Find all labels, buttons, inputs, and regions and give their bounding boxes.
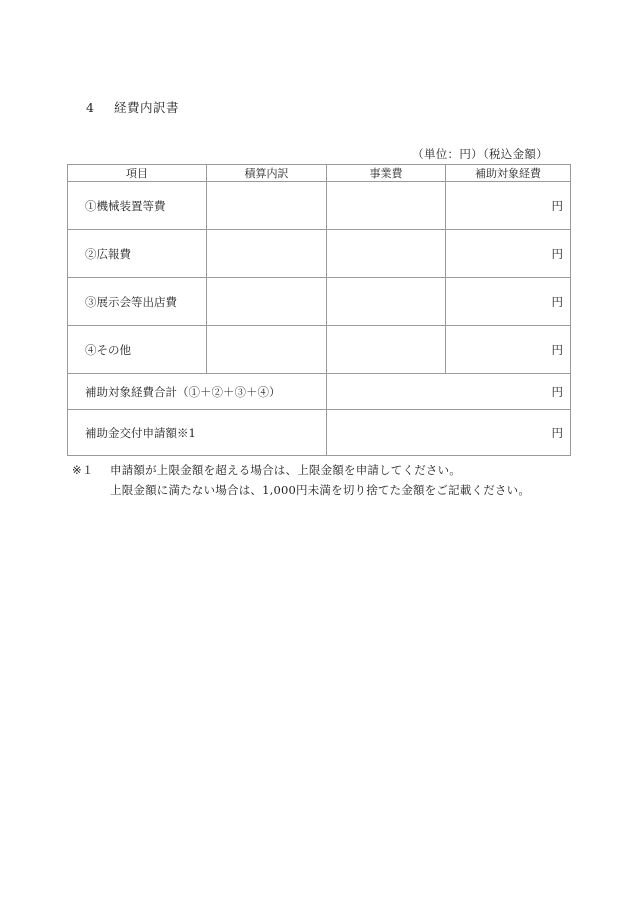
calculation-cell bbox=[207, 230, 327, 278]
application-amount-cell: 円 bbox=[327, 410, 571, 456]
eligible-cost-cell: 円 bbox=[446, 182, 571, 230]
item-label: ②広報費 bbox=[68, 230, 207, 278]
project-cost-cell bbox=[327, 182, 446, 230]
section-heading bbox=[86, 98, 179, 116]
eligible-cost-cell: 円 bbox=[446, 278, 571, 326]
header-item: 項目 bbox=[68, 165, 207, 182]
item-label: ③展示会等出店費 bbox=[68, 278, 207, 326]
expense-breakdown-table bbox=[67, 164, 571, 456]
project-cost-cell bbox=[327, 326, 446, 374]
item-label: ①機械装置等費 bbox=[68, 182, 207, 230]
header-project-cost: 事業費 bbox=[327, 165, 446, 182]
footnote-line-1 bbox=[72, 460, 530, 480]
calculation-cell bbox=[207, 326, 327, 374]
table-row bbox=[68, 326, 571, 374]
footnote-line-2 bbox=[72, 480, 530, 500]
application-row bbox=[68, 410, 571, 456]
total-amount-cell: 円 bbox=[327, 374, 571, 410]
application-label: 補助金交付申請額※1 bbox=[68, 410, 327, 456]
total-label: 補助対象経費合計（①＋②＋③＋④） bbox=[68, 374, 327, 410]
table-header-row bbox=[68, 165, 571, 182]
calculation-cell bbox=[207, 182, 327, 230]
table-row bbox=[68, 230, 571, 278]
footnote-mark: ※１ bbox=[72, 463, 94, 477]
footnote-text-2: 上限金額に満たない場合は、1,000円未満を切り捨てた金額をご記載ください。 bbox=[110, 483, 531, 497]
project-cost-cell bbox=[327, 278, 446, 326]
header-calculation: 積算内訳 bbox=[207, 165, 327, 182]
eligible-cost-cell: 円 bbox=[446, 326, 571, 374]
item-label: ④その他 bbox=[68, 326, 207, 374]
unit-note: （単位：円）（税込金額） bbox=[412, 147, 548, 161]
footnote-text-1: 申請額が上限金額を超える場合は、上限金額を申請してください。 bbox=[110, 463, 461, 477]
section-number: 4 bbox=[86, 100, 95, 115]
section-title: 経費内訳書 bbox=[114, 100, 180, 115]
calculation-cell bbox=[207, 278, 327, 326]
eligible-cost-cell: 円 bbox=[446, 230, 571, 278]
footnote bbox=[72, 460, 530, 500]
total-row bbox=[68, 374, 571, 410]
project-cost-cell bbox=[327, 230, 446, 278]
header-eligible-cost: 補助対象経費 bbox=[446, 165, 571, 182]
table-row bbox=[68, 182, 571, 230]
table-row bbox=[68, 278, 571, 326]
